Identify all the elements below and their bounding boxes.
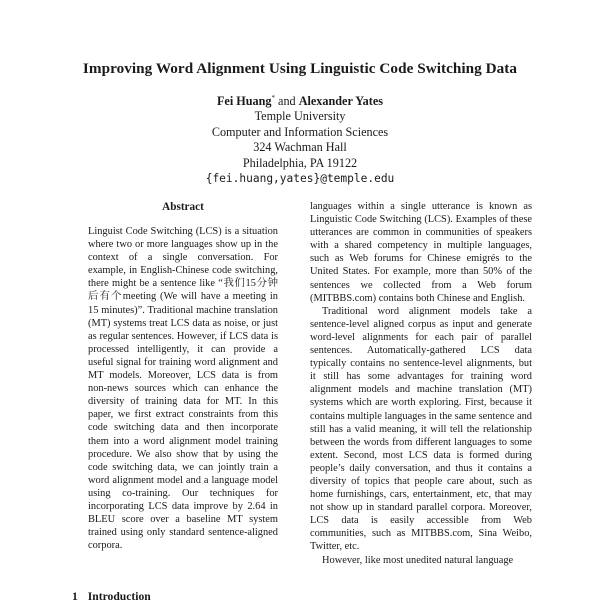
author-line	[0, 91, 600, 109]
author-2: Alexander Yates	[298, 94, 383, 109]
author-1: Fei Huang	[216, 94, 272, 109]
section-title: Introduction	[87, 590, 151, 603]
author-conjunction: and	[278, 94, 296, 109]
affiliation-city: Philadelphia, PA 19122	[242, 155, 358, 170]
affiliation-department: Computer and Information Sciences	[211, 124, 389, 139]
affiliation-street: 324 Wachman Hall	[253, 140, 347, 155]
author-block	[0, 91, 600, 187]
right-column	[310, 200, 532, 567]
affiliation-university: Temple University	[254, 109, 346, 124]
author-1-footnote-mark: *	[271, 94, 275, 102]
abstract-body	[88, 225, 278, 552]
section-heading-introduction	[72, 590, 151, 603]
abstract-text: Linguist Code Switching (LCS) is a situation where two or more languages show up in the context of a single conversation. For example, in English-Chinese code switching, there might be a sentence like “我们15分钟后有个meeting (We will have a meeting in 15 minutes)”. Traditional machine translation (MT) systems treat LCS data as noise, or just as regular sentences. However, if LCS data is processed intelligently, it can provide a useful signal for training word alignment and MT models. Moreover, LCS data is from non-news sources which can enhance the diversity of training data for MT. In this paper, we first extract constraints from this code switching data and then incorporate them into a word alignment model training procedure. We also show that by using the code switching data, we can jointly train a word alignment model and a language model using co-training. Our techniques for incorporating LCS data improve by 2.64 in BLEU score over a baseline MT system trained using only standard sentence-aligned corpora.	[88, 226, 278, 552]
abstract-heading: Abstract	[162, 201, 204, 213]
right-column-paragraph: However, like most unedited natural language	[322, 554, 514, 566]
right-column-paragraph: languages within a single utterance is known as Linguistic Code Switching (LCS). Examples of these utterances are common in communities of speakers with a shared competency in multiple languages, such as Web forums for Chinese emigrés to the United States. For example, more than 50% of the sentences we collected from a Web forum (MITBBS.com) contains both Chinese and English.	[310, 201, 532, 304]
author-email: {fei.huang,yates}@temple.edu	[205, 172, 395, 186]
right-column-paragraph: Traditional word alignment models take a sentence-level aligned corpus as input and generate word-level alignments for each pair of parallel sentences. Automatically-gathered LCS data typically contains no sentence-level alignments, but it still has some advantages for training word alignment models and machine translation (MT) systems which are worth exploring. First, because it contains multiple languages in the same sentence and still has a valid meaning, it will tell the relationship between the words from different languages to some extent. Second, most LCS data is formed during people’s daily conversation, and thus it contains a diversity of topics that people care about, such as home furnishings, cars, entertainment, etc, that may not show up in standard parallel corpora. Moreover, LCS data is easily accessible from Web communities, such as MITBBS.com, Sina Weibo, Twitter, etc.	[310, 305, 532, 553]
section-number: 1	[72, 590, 78, 603]
paper-title: Improving Word Alignment Using Linguistic Code Switching Data	[82, 60, 518, 77]
